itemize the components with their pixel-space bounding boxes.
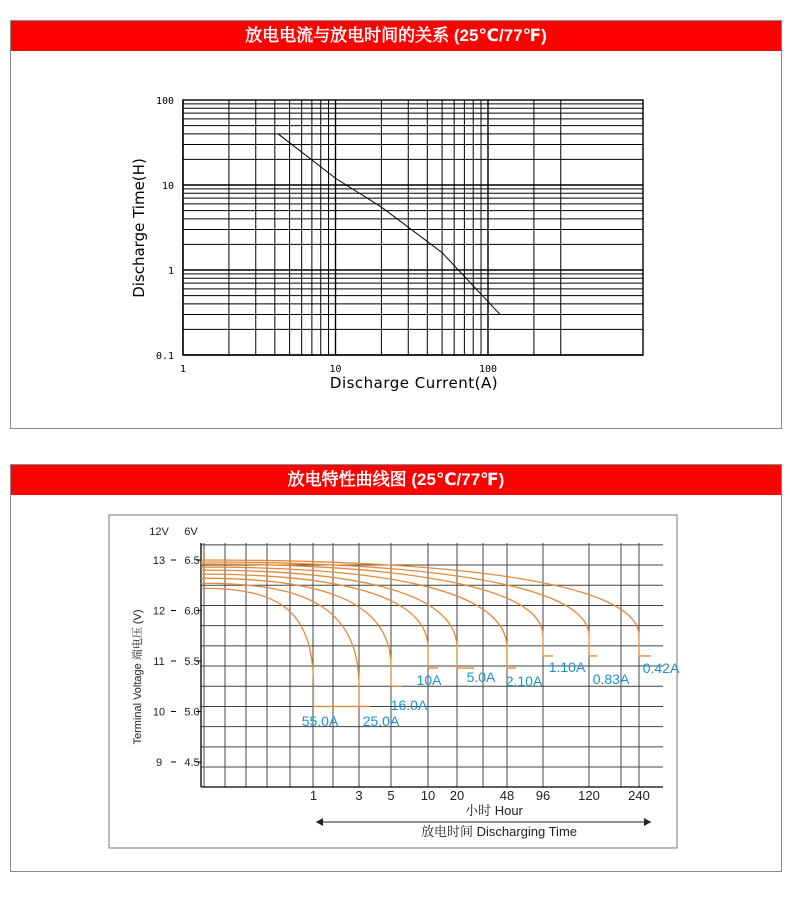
y-tick-label: 0.1 [155, 351, 174, 362]
curve-current-label: 0.42A [642, 660, 680, 676]
discharge-characteristic-panel [10, 464, 782, 872]
discharge-curve [201, 564, 553, 656]
curve-current-label: 5.0A [466, 669, 496, 685]
curve-current-label: 25.0A [362, 713, 400, 729]
x-tick-label: 48 [499, 788, 515, 803]
discharge-curve [201, 588, 370, 706]
x-tick-label: 20 [449, 788, 465, 803]
y-tick-label-6v: 6.0 [184, 605, 200, 618]
y-axis-12v-label: 12V [149, 526, 169, 538]
curve-current-label: 0.83A [592, 671, 630, 687]
arrow-left-icon [316, 818, 323, 826]
series-line [278, 134, 500, 315]
panel-title: 放电特性曲线图 (25℃/77℉) [11, 465, 781, 495]
x-tick-label: 10 [329, 364, 342, 375]
discharge-curve [201, 583, 370, 706]
y-tick-label-6v: 5.0 [184, 706, 200, 719]
discharge-current-time-panel [10, 20, 782, 429]
discharge-curve [201, 578, 402, 686]
plot-grid [201, 543, 663, 787]
y-tick-label-12v: 13 [152, 555, 166, 567]
discharge-curve [201, 560, 651, 656]
x-tick-label: 96 [535, 788, 551, 803]
curve-current-label: 2.10A [505, 673, 543, 689]
arrow-right-icon [644, 818, 651, 826]
y-axis-title: Discharge Time(H) [130, 158, 148, 298]
y-tick-label: 100 [155, 96, 174, 107]
curve-current-label: 1.10A [548, 659, 586, 675]
curve-current-label: 55.0A [301, 713, 339, 729]
curve-current-label: 10A [416, 672, 442, 688]
y-axis-6v-label: 6V [184, 526, 198, 538]
x-tick-label: 1 [309, 788, 318, 803]
y-axis-title: Terminal Voltage 端电压 (V) [132, 609, 144, 745]
plot-frame [183, 100, 643, 355]
y-tick-label-6v: 4.5 [184, 757, 200, 769]
discharge-current-time-chart [11, 21, 781, 428]
x-tick-label: 1 [179, 364, 187, 375]
plot-grid [183, 100, 643, 355]
discharge-characteristic-chart [11, 465, 781, 871]
y-tick-label-6v: 5.5 [184, 656, 200, 668]
y-tick-label-12v: 10 [152, 706, 166, 719]
panel-title: 放电电流与放电时间的关系 (25℃/77℉) [11, 21, 781, 51]
x-axis-unit: 小时 Hour [465, 803, 523, 818]
y-tick-label-12v: 12 [152, 605, 166, 618]
x-axis-title: 放电时间 Discharging Time [420, 824, 578, 839]
x-tick-label: 5 [387, 788, 395, 803]
x-tick-label: 100 [478, 364, 498, 375]
x-tick-label: 240 [628, 788, 650, 803]
discharge-curve [201, 574, 438, 668]
y-tick-label: 10 [161, 181, 174, 192]
y-tick-label-12v: 9 [155, 757, 163, 769]
x-tick-label: 120 [578, 788, 600, 803]
x-tick-label: 10 [420, 788, 436, 803]
x-axis-title: Discharge Current(A) [329, 374, 499, 392]
y-tick-label-6v: 6.5 [184, 555, 200, 567]
y-tick-label: 1 [167, 266, 174, 277]
curve-current-label: 16.0A [390, 697, 428, 713]
x-tick-label: 3 [355, 788, 363, 803]
y-tick-label-12v: 11 [153, 656, 165, 668]
